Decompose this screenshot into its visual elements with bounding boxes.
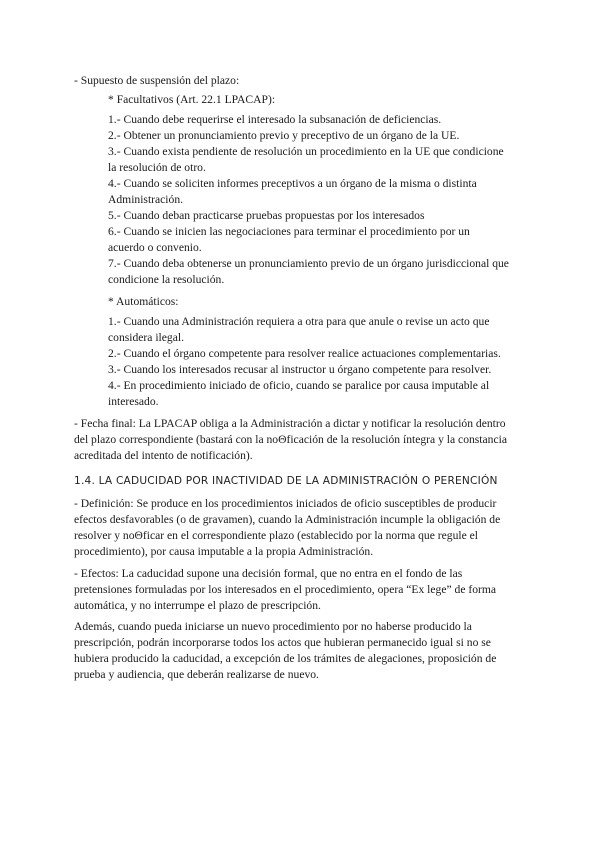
list-item: 4.- Cuando se soliciten informes preceptivos a un órgano de la misma o distinta [108,177,477,190]
facultativos-list [108,112,509,288]
list-item: 6.- Cuando se inicien las negociaciones para terminar el procedimiento por un [108,225,470,238]
list-item-continuation: considera ilegal. [108,331,184,344]
automaticos-list [108,314,501,410]
facultativos-title: * Facultativos (Art. 22.1 LPACAP): [108,93,276,106]
list-item: 2.- Cuando el órgano competente para resolver realice actuaciones complementarias. [108,347,501,360]
list-item: 3.- Cuando exista pendiente de resolución un procedimiento en la UE que condicione [108,145,504,158]
list-item: 1.- Cuando debe requerirse el interesado la subsanación de deficiencias. [108,113,442,126]
list-item-continuation: la resolución de otro. [108,161,206,174]
list-item-continuation: Administración. [108,193,184,206]
list-item-continuation: interesado. [108,395,159,408]
list-item: 5.- Cuando deban practicarse pruebas propuestas por los interesados [108,209,425,222]
suspension-title: - Supuesto de suspensión del plazo: [74,74,240,87]
list-item: 2.- Obtener un pronunciamiento previo y preceptivo de un órgano de la UE. [108,129,460,142]
automaticos-title: * Automáticos: [108,295,179,308]
list-item: 3.- Cuando los interesados recusar al instructor u órgano competente para resolver. [108,363,492,376]
ademas-paragraph: Además, cuando pueda iniciarse un nuevo procedimiento por no haberse producido la prescripción, podrán incorporarse todos los actos que hubieran permanecido igual si no se hubiera producido la caducidad, a excepción de los trámites de alegaciones, proposición de prueba y audiencia, que deberán realizarse de nuevo. [74,620,497,681]
definicion-paragraph: - Definición: Se produce en los procedimientos iniciados de oficio susceptibles de producir efectos desfavorables (o de gravamen), cuando la Administración incumple la obligación de resolver y noΘficar en el correspondiente plazo (establecido por la norma que regule el procedimiento), por causa imputable a la propia Administración. [74,497,501,558]
list-item-continuation: condicione la resolución. [108,273,225,286]
fecha-final-paragraph: - Fecha final: La LPACAP obliga a la Administración a dictar y notificar la resolución dentro del plazo correspondiente (bastará con la noΘficación de la resolución íntegra y la constancia acreditada del intento de notificación). [74,417,507,462]
list-item-continuation: acuerdo o convenio. [108,241,202,254]
list-item: 1.- Cuando una Administración requiera a otra para que anule o revise un acto que [108,315,490,328]
section-heading: 1.4. LA CADUCIDAD POR INACTIVIDAD DE LA ADMINISTRACIÓN O PERENCIÓN [74,475,498,487]
list-item: 7.- Cuando deba obtenerse un pronunciamiento previo de un órgano jurisdiccional que [108,257,509,270]
list-item: 4.- En procedimiento iniciado de oficio, cuando se paralice por causa imputable al [108,379,490,392]
efectos-paragraph: - Efectos: La caducidad supone una decisión formal, que no entra en el fondo de las pretensiones formuladas por los interesados en el procedimiento, opera “Ex lege” de forma automática, y no interrumpe el plazo de prescripción. [74,567,497,612]
